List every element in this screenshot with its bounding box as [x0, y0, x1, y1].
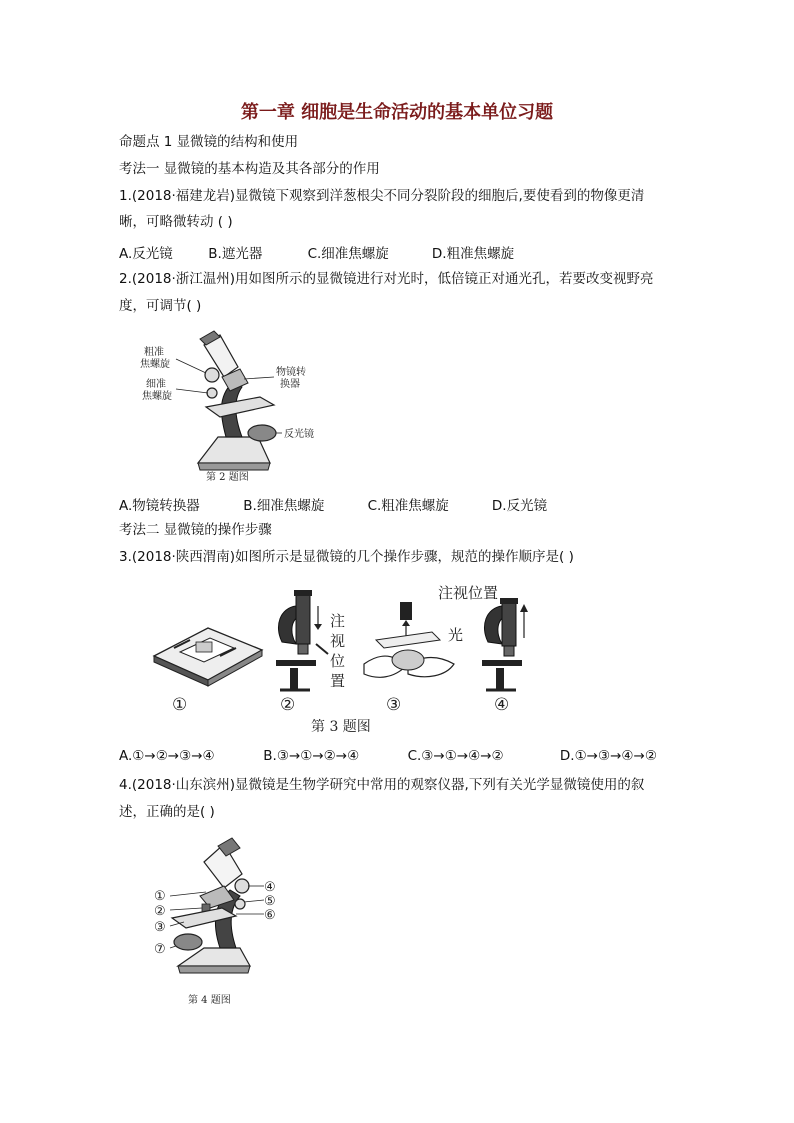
option-b: B.细准焦螺旋	[243, 498, 325, 514]
step-number-4: ④	[494, 695, 510, 715]
question-1-line-2: 晰，可略微转动 ( )	[119, 214, 233, 230]
figure-2-microscope	[140, 325, 330, 485]
figure-4-caption: 第 4 题图	[188, 995, 231, 1006]
option-c: C.细准焦螺旋	[307, 246, 389, 262]
figure-2-caption: 第 2 题图	[206, 472, 249, 483]
label-nose-1: 物镜转	[276, 367, 306, 378]
option-a: A.反光镜	[119, 246, 173, 262]
option-a: A.①→②→③→④	[119, 748, 215, 764]
question-2-line-2: 度，可调节( )	[119, 298, 202, 314]
page-title: 第一章 细胞是生命活动的基本单位习题	[240, 102, 554, 123]
label-watch-top: 注视位置	[438, 584, 499, 602]
label-coarse-1: 粗准	[144, 347, 164, 358]
part-number-1: ①	[154, 889, 166, 904]
label-watch-4: 置	[330, 672, 346, 690]
question-1-line-1: 1.(2018·福建龙岩)显微镜下观察到洋葱根尖不同分裂阶段的细胞后,要使看到的物像更清	[119, 188, 645, 204]
part-number-2: ②	[154, 904, 166, 919]
part-number-4: ④	[264, 880, 276, 895]
step-number-2: ②	[280, 695, 296, 715]
part-number-3: ③	[154, 920, 166, 935]
section-heading: 命题点 1 显微镜的结构和使用	[119, 134, 299, 150]
method-heading-2: 考法二 显微镜的操作步骤	[119, 522, 272, 538]
question-1-options	[119, 242, 514, 262]
option-c: C.粗准焦螺旋	[367, 498, 449, 514]
part-number-5: ⑤	[264, 894, 276, 909]
label-nose-2: 换器	[280, 379, 300, 390]
question-4-line-2: 述，正确的是( )	[119, 804, 215, 820]
label-fine-2: 焦螺旋	[142, 391, 172, 402]
label-watch-3: 位	[330, 652, 346, 670]
part-number-6: ⑥	[264, 908, 276, 923]
option-d: D.①→③→④→②	[559, 748, 657, 764]
figure-3-steps	[150, 582, 540, 732]
label-mirror: 反光镜	[284, 429, 314, 440]
question-3-line-1: 3.(2018·陕西渭南)如图所示是显微镜的几个操作步骤，规范的操作顺序是( )	[119, 549, 574, 565]
figure-3-caption: 第 3 题图	[311, 719, 371, 735]
question-4-line-1: 4.(2018·山东滨州)显微镜是生物学研究中常用的观察仪器,下列有关光学显微镜使用的叙	[119, 777, 645, 793]
step-number-3: ③	[386, 695, 402, 715]
label-watch-1: 注	[330, 612, 346, 630]
step-number-1: ①	[172, 695, 188, 715]
label-light: 光	[448, 626, 464, 644]
figure-4-microscope	[140, 838, 300, 988]
part-number-7: ⑦	[154, 942, 166, 957]
question-2-options	[119, 494, 547, 514]
label-watch-2: 视	[330, 632, 346, 650]
option-d: D.反光镜	[491, 498, 548, 514]
question-3-options	[119, 748, 657, 764]
option-d: D.粗准焦螺旋	[431, 246, 515, 262]
option-b: B.遮光器	[208, 246, 263, 262]
option-b: B.③→①→②→④	[263, 748, 360, 764]
question-2-line-1: 2.(2018·浙江温州)用如图所示的显微镜进行对光时，低倍镜正对通光孔，若要改变视野亮	[119, 271, 654, 287]
method-heading-1: 考法一 显微镜的基本构造及其各部分的作用	[119, 161, 380, 177]
option-c: C.③→①→④→②	[407, 748, 504, 764]
label-fine-1: 细准	[146, 379, 166, 390]
label-coarse-2: 焦螺旋	[140, 359, 170, 370]
option-a: A.物镜转换器	[119, 498, 200, 514]
